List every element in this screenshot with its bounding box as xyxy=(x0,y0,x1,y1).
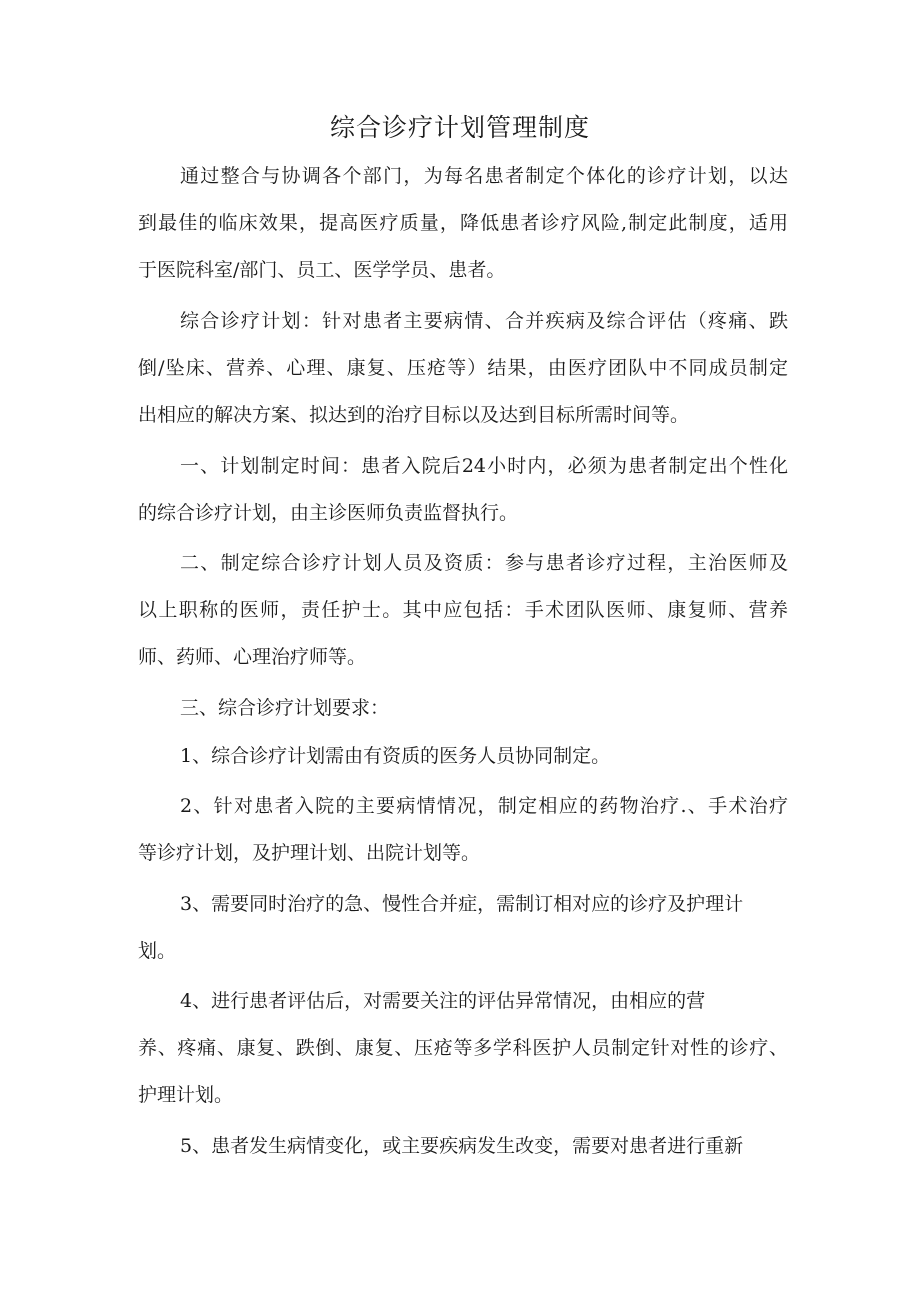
paragraph-line: 3、需要同时治疗的急、慢性合并症，需制订相对应的诊疗及护理计 xyxy=(180,893,744,915)
paragraph-line: 4、进行患者评估后，对需要关注的评估异常情况，由相应的营 xyxy=(180,990,706,1012)
paragraph-line: 划。 xyxy=(138,940,177,962)
paragraph-line: 倒/坠床、营养、心理、康复、压疮等）结果，由医疗团队中不同成员制定 xyxy=(138,357,788,379)
paragraph-definition xyxy=(138,298,788,439)
paragraph-line: 5、患者发生病情变化，或主要疾病发生改变，需要对患者进行重新 xyxy=(180,1135,744,1157)
paragraph-line: 2、针对患者入院的主要病情情况，制定相应的药物治疗.、手术治疗 xyxy=(180,795,788,817)
paragraph-line: 一、计划制定时间：患者入院后24小时内，必须为患者制定出个性化 xyxy=(180,455,788,477)
paragraph-item-2 xyxy=(138,783,788,877)
paragraph-line: 出相应的解决方案、拟达到的治疗目标以及达到目标所需时间等。 xyxy=(138,404,690,426)
paragraph-line: 护理计划。 xyxy=(138,1084,234,1106)
paragraph-intro xyxy=(138,153,788,294)
paragraph-item-3 xyxy=(138,881,788,975)
paragraph-section-2 xyxy=(138,540,788,681)
paragraph-line: 养、疼痛、康复、跌倒、康复、压疮等多学科医护人员制定针对性的诊疗、 xyxy=(138,1037,788,1059)
paragraph-line: 于医院科室/部门、员工、医学学员、患者。 xyxy=(138,259,506,281)
paragraph-line: 到最佳的临床效果，提高医疗质量，降低患者诊疗风险,制定此制度，适用 xyxy=(138,212,788,234)
paragraph-item-5 xyxy=(138,1123,788,1170)
paragraph-line: 二、制定综合诊疗计划人员及资质：参与患者诊疗过程，主治医师及 xyxy=(180,552,788,574)
paragraph-line: 1、综合诊疗计划需由有资质的医务人员协同制定。 xyxy=(180,745,611,767)
paragraph-line: 以上职称的医师，责任护士。其中应包括：手术团队医师、康复师、营养 xyxy=(138,599,788,621)
paragraph-line: 三、综合诊疗计划要求： xyxy=(180,697,390,719)
paragraph-section-3 xyxy=(138,685,788,732)
page-title: 综合诊疗计划管理制度 xyxy=(329,113,590,142)
paragraph-line: 通过整合与协调各个部门，为每名患者制定个体化的诊疗计划，以达 xyxy=(180,165,788,187)
paragraph-item-4 xyxy=(138,978,788,1119)
paragraph-item-1 xyxy=(138,733,788,780)
paragraph-section-1 xyxy=(138,443,788,537)
paragraph-line: 综合诊疗计划：针对患者主要病情、合并疾病及综合评估（疼痛、跌 xyxy=(180,310,788,332)
paragraph-line: 等诊疗计划，及护理计划、出院计划等。 xyxy=(138,842,481,864)
paragraph-line: 师、药师、心理治疗师等。 xyxy=(138,646,367,668)
paragraph-line: 的综合诊疗计划，由主诊医师负责监督执行。 xyxy=(138,502,519,524)
